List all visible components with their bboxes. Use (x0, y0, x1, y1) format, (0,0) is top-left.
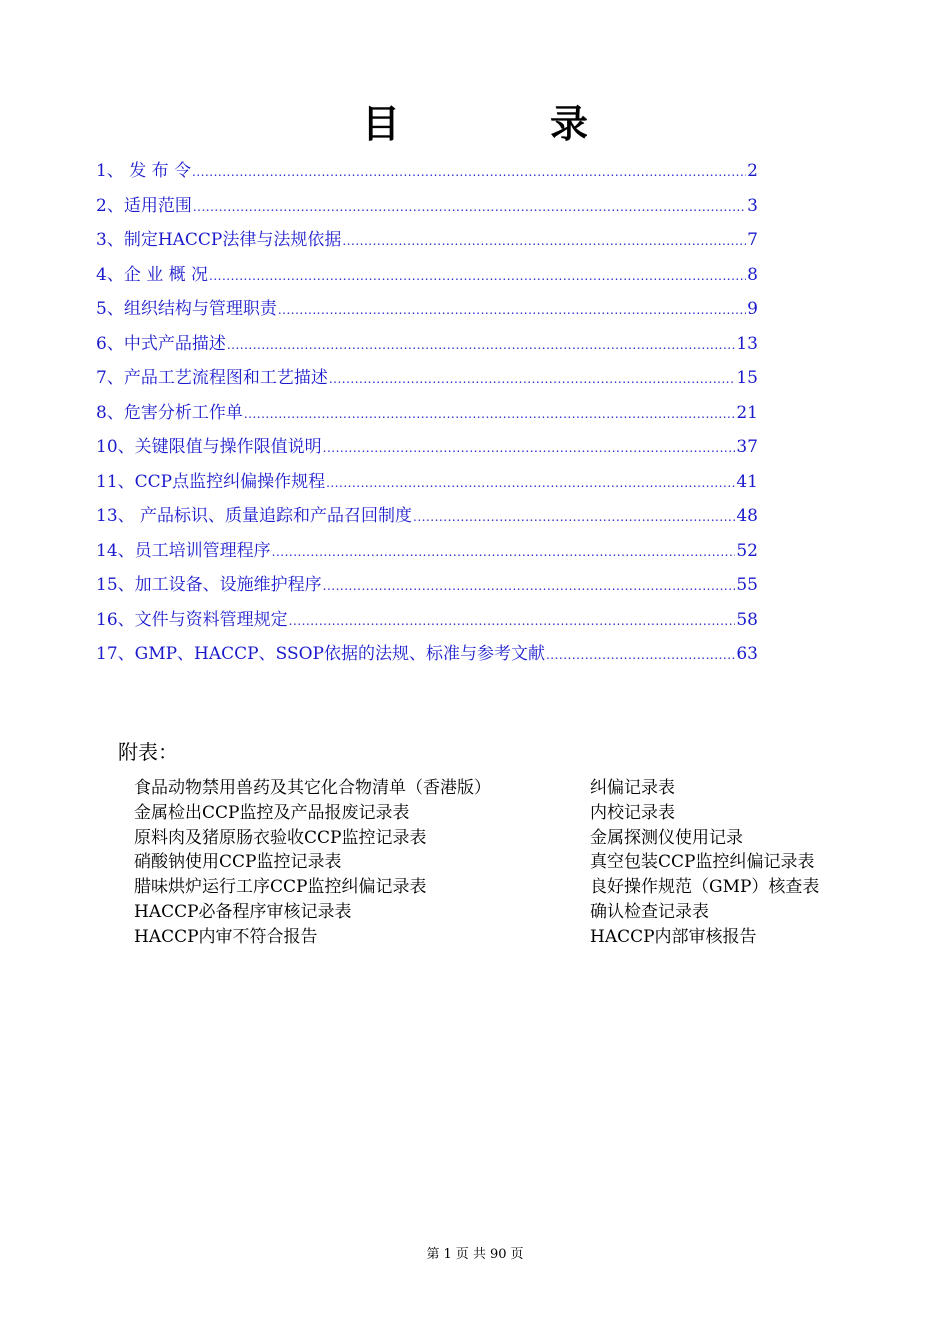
toc-entry-page-number: 7 (747, 230, 758, 250)
appendix-item: 金属探测仪使用记录 (590, 827, 743, 848)
toc-dot-leader (342, 226, 746, 256)
toc-entry-page-number: 37 (736, 437, 758, 457)
toc-dot-leader (546, 640, 735, 670)
toc-dot-leader (278, 295, 746, 325)
table-of-contents (96, 156, 758, 674)
toc-entry[interactable] (96, 570, 758, 605)
toc-entry-label: 17、GMP、HACCP、SSOP依据的法规、标准与参考文献 (96, 644, 545, 664)
toc-entry[interactable] (96, 156, 758, 191)
toc-entry-page-number: 13 (736, 333, 758, 354)
toc-entry-label: 16、文件与资料管理规定 (96, 609, 288, 630)
toc-dot-leader (209, 261, 746, 291)
appendix-item: 金属检出CCP监控及产品报废记录表 (134, 802, 410, 823)
toc-entry[interactable] (96, 467, 758, 502)
toc-entry[interactable] (96, 294, 758, 329)
appendix-item: 确认检查记录表 (590, 901, 709, 922)
toc-entry-label: 2、适用范围 (96, 195, 192, 216)
appendix-item: 腊味烘炉运行工序CCP监控纠偏记录表 (134, 877, 427, 898)
appendix-item: 原料肉及猪原肠衣验收CCP监控记录表 (134, 827, 427, 848)
appendix-item: 纠偏记录表 (590, 778, 675, 798)
toc-entry-page-number: 58 (736, 609, 758, 630)
toc-entry-page-number: 21 (736, 402, 758, 423)
toc-entry[interactable] (96, 363, 758, 398)
toc-dot-leader (227, 330, 736, 360)
footer-mid: 页 共 (455, 1247, 486, 1262)
toc-entry[interactable] (96, 639, 758, 674)
toc-entry-page-number: 48 (736, 506, 758, 526)
title-part-1: 目 (361, 101, 400, 146)
appendix-item: HACCP内审不符合报告 (134, 926, 318, 947)
toc-dot-leader (244, 399, 736, 429)
toc-dot-leader (323, 433, 736, 463)
toc-dot-leader (272, 537, 736, 567)
toc-entry[interactable] (96, 329, 758, 364)
page-footer (0, 1246, 950, 1264)
toc-entry[interactable] (96, 398, 758, 433)
appendix-list-right (590, 776, 819, 950)
footer-total-pages: 90 (489, 1247, 507, 1262)
appendix-item: 良好操作规范（GMP）核查表 (590, 877, 820, 898)
toc-entry-page-number: 3 (747, 195, 758, 216)
toc-dot-leader (193, 192, 746, 222)
toc-entry-label: 11、CCP点监控纠偏操作规程 (96, 471, 326, 492)
appendix-item: HACCP必备程序审核记录表 (134, 901, 352, 922)
appendix-list-left (134, 776, 491, 950)
toc-dot-leader (329, 364, 736, 394)
appendix-item: 食品动物禁用兽药及其它化合物清单（香港版） (134, 778, 491, 798)
toc-entry-label: 5、组织结构与管理职责 (96, 299, 277, 319)
page-title (0, 98, 950, 150)
toc-entry-label: 6、中式产品描述 (96, 333, 226, 354)
toc-entry[interactable] (96, 501, 758, 536)
appendix-heading: 附表： (118, 740, 178, 764)
toc-entry-page-number: 8 (747, 264, 758, 285)
toc-entry[interactable] (96, 432, 758, 467)
toc-entry-label: 7、产品工艺流程图和工艺描述 (96, 368, 328, 388)
toc-entry-label: 3、制定HACCP法律与法规依据 (96, 230, 342, 250)
toc-dot-leader (413, 502, 735, 532)
toc-entry[interactable] (96, 225, 758, 260)
toc-entry-page-number: 52 (736, 540, 758, 561)
toc-entry-label: 10、关键限值与操作限值说明 (96, 437, 322, 457)
footer-prefix: 第 (426, 1247, 440, 1262)
toc-entry-page-number: 63 (736, 644, 758, 664)
toc-entry[interactable] (96, 536, 758, 571)
appendix-item: 内校记录表 (590, 802, 675, 823)
toc-entry-label: 8、危害分析工作单 (96, 402, 243, 423)
toc-entry-page-number: 15 (736, 368, 758, 388)
toc-entry-page-number: 55 (736, 575, 758, 595)
toc-entry[interactable] (96, 260, 758, 295)
toc-dot-leader (326, 468, 735, 498)
toc-entry[interactable] (96, 191, 758, 226)
toc-entry-page-number: 2 (747, 161, 758, 181)
footer-suffix: 页 (510, 1247, 524, 1262)
toc-dot-leader (289, 606, 736, 636)
appendix-item: 硝酸钠使用CCP监控记录表 (134, 852, 342, 873)
toc-entry-label: 14、员工培训管理程序 (96, 540, 271, 561)
footer-current-page: 1 (443, 1247, 452, 1262)
toc-entry-page-number: 41 (736, 471, 758, 492)
toc-entry-label: 13、 产品标识、质量追踪和产品召回制度 (96, 506, 413, 526)
toc-entry-label: 1、 发 布 令 (96, 161, 192, 181)
toc-entry-label: 15、加工设备、设施维护程序 (96, 575, 322, 595)
appendix-item: 真空包装CCP监控纠偏记录表 (590, 852, 815, 873)
toc-entry-label: 4、企 业 概 况 (96, 264, 209, 285)
toc-entry[interactable] (96, 605, 758, 640)
toc-dot-leader (323, 571, 736, 601)
toc-dot-leader (192, 157, 746, 187)
appendix-item: HACCP内部审核报告 (590, 926, 757, 947)
title-part-2: 录 (550, 101, 589, 146)
toc-entry-page-number: 9 (747, 299, 758, 319)
